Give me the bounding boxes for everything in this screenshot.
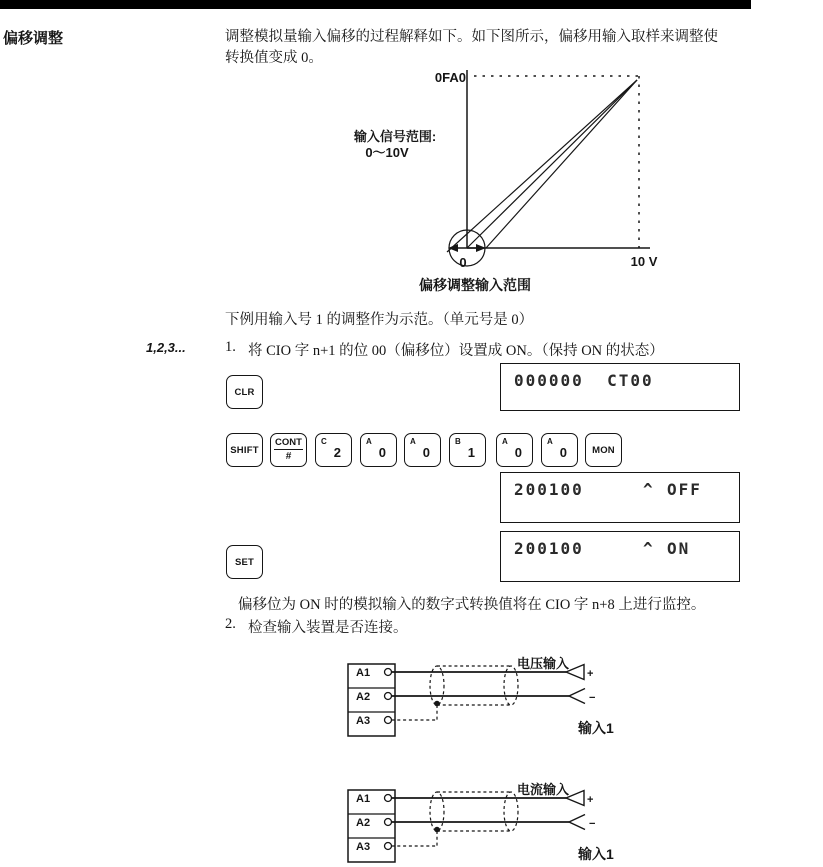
console-display-1	[500, 363, 740, 411]
graph-caption: 偏移调整输入范围	[419, 277, 531, 293]
device-minus-connector-icon	[569, 815, 585, 823]
cont-key-bottom-label: #	[285, 451, 292, 462]
digit-key-1-corner: B	[455, 437, 461, 446]
step-1-number: 1.	[225, 339, 236, 355]
digit-key-0a-corner: A	[366, 437, 372, 446]
intro-line-2: 转换值变成 0。	[225, 50, 323, 66]
offset-adjustment-graph	[330, 60, 670, 300]
clr-key-label: CLR	[234, 386, 255, 398]
digit-key-2-corner: C	[321, 437, 327, 446]
display-2-address: 200100	[514, 480, 584, 499]
input-type-label: 电流输入	[517, 782, 570, 797]
clr-key	[226, 375, 263, 409]
terminal-a3-label: A3	[356, 841, 371, 853]
input-range-label-line1: 输入信号范围:	[353, 129, 437, 144]
monitor-note: 偏移位为 ON 时的模拟输入的数字式转换值将在 CIO 字 n+8 上进行监控。	[238, 597, 706, 613]
section-heading: 偏移调整	[3, 30, 64, 47]
terminal-a1-screw	[385, 669, 392, 676]
console-display-2	[500, 472, 740, 523]
digit-key-0b	[404, 433, 441, 467]
plus-sign: +	[587, 668, 594, 680]
set-key-label: SET	[234, 556, 255, 568]
display-2-state: OFF	[667, 480, 702, 499]
digit-key-0b-corner: A	[410, 437, 416, 446]
terminal-a1-label: A1	[356, 667, 371, 679]
sample-line-1	[447, 80, 637, 252]
display-3-state: ON	[667, 539, 691, 558]
step-1-text: 将 CIO 字 n+1 的位 00（偏移位）设置成 ON。（保持 ON 的状态）	[248, 343, 664, 359]
cont-key	[270, 433, 307, 467]
digit-key-2-main: 2	[333, 445, 341, 460]
x-max-label: 10 V	[630, 254, 658, 269]
example-note: 下例用输入号 1 的调整作为示范。（单元号是 0）	[225, 312, 534, 328]
step-2-number: 2.	[225, 616, 236, 632]
terminal-a2-screw	[385, 693, 392, 700]
cable-shield	[392, 792, 519, 846]
voltage-input-wiring-diagram	[345, 650, 630, 742]
origin-label: 0	[459, 255, 467, 270]
device-minus-connector-icon	[569, 689, 585, 697]
digit-key-1	[449, 433, 486, 467]
step-2-text: 检查输入装置是否连接。	[248, 620, 408, 636]
digit-key-2	[315, 433, 352, 467]
terminal-a3-label: A3	[356, 715, 371, 727]
minus-sign: −	[589, 692, 596, 704]
digit-key-1-main: 1	[467, 445, 475, 460]
intro-line-1: 调整模拟量输入偏移的过程解释如下。如下图所示，偏移用输入取样来调整使	[225, 29, 718, 45]
digit-key-0c-corner: A	[502, 437, 508, 446]
display-1-text: 000000 CT00	[514, 371, 654, 390]
digit-key-0c-main: 0	[514, 445, 522, 460]
digit-key-0b-main: 0	[422, 445, 430, 460]
cable-shield	[392, 666, 519, 720]
display-2-cursor: ^	[643, 480, 655, 499]
display-3-cursor: ^	[643, 539, 655, 558]
page-header-bar	[0, 0, 751, 9]
terminal-a2-label: A2	[356, 691, 371, 703]
shift-key-label: SHIFT	[230, 444, 259, 456]
sample-line-2	[467, 80, 637, 248]
set-key	[226, 545, 263, 579]
shield-junction-dot	[434, 701, 440, 707]
step-1	[225, 339, 664, 360]
digit-key-0c	[496, 433, 533, 467]
input-range-label-line2: 0～10V	[365, 145, 409, 160]
console-display-3	[500, 531, 740, 582]
input-type-label: 电压输入	[517, 656, 570, 671]
input-number-label: 输入1	[578, 846, 614, 862]
sample-line-3	[486, 80, 637, 248]
terminal-a1-screw	[385, 795, 392, 802]
input-number-label: 输入1	[578, 720, 614, 736]
plus-sign: +	[587, 794, 594, 806]
terminal-a3-screw	[385, 843, 392, 850]
digit-key-0a-main: 0	[378, 445, 386, 460]
procedure-list-marker: 1,2,3...	[146, 340, 186, 355]
terminal-a2-screw	[385, 819, 392, 826]
y-axis-top-label: 0FA0	[434, 70, 466, 85]
terminal-a2-label: A2	[356, 817, 371, 829]
shield-junction-dot	[434, 827, 440, 833]
cont-key-top-label: CONT	[275, 437, 302, 448]
display-3-address: 200100	[514, 539, 584, 558]
mon-key-label: MON	[592, 444, 615, 456]
terminal-a1-label: A1	[356, 793, 371, 805]
digit-key-0a	[360, 433, 397, 467]
mon-key	[585, 433, 622, 467]
step-2	[225, 616, 408, 637]
digit-key-0d-main: 0	[559, 445, 567, 460]
minus-sign: −	[589, 818, 596, 830]
terminal-a3-screw	[385, 717, 392, 724]
digit-key-0d-corner: A	[547, 437, 553, 446]
digit-key-0d	[541, 433, 578, 467]
current-input-wiring-diagram	[345, 776, 630, 867]
shift-key	[226, 433, 263, 467]
